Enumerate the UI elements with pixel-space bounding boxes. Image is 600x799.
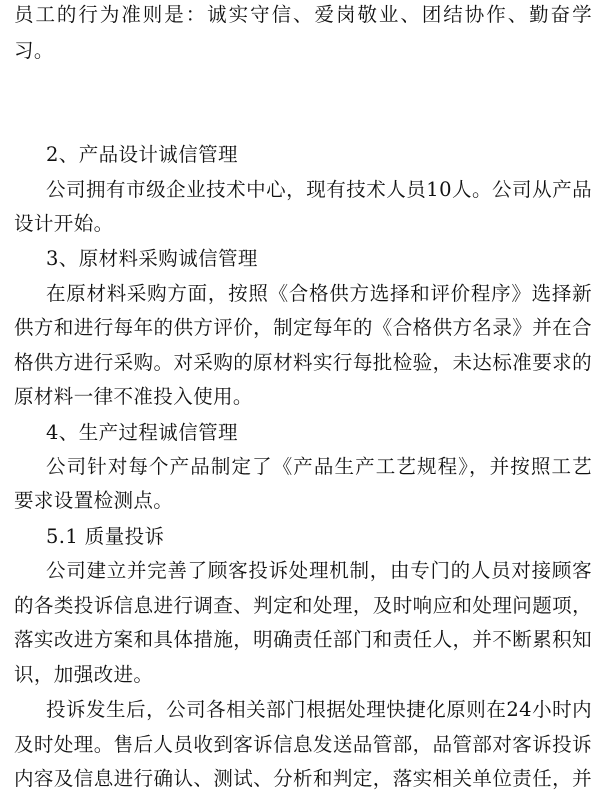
section-heading: 4、生产过程诚信管理 xyxy=(46,421,238,444)
text-line: 供方和进行每年的供方评价，制定每年的《合格供方名录》并在合 xyxy=(14,316,592,339)
text-line: 及时处理。售后人员收到客诉信息发送品管部，品管部对客诉投诉 xyxy=(14,733,592,756)
text-line: 识，加强改进。 xyxy=(14,663,154,686)
text-line: 公司拥有市级企业技术中心，现有技术人员10人。公司从产品 xyxy=(46,178,592,201)
text-line: 设计开始。 xyxy=(14,212,114,235)
text-line: 公司针对每个产品制定了《产品生产工艺规程》，并按照工艺 xyxy=(46,455,592,478)
section-heading: 3、原材料采购诚信管理 xyxy=(46,247,258,270)
text-line: 内容及信息进行确认、测试、分析和判定，落实相关单位责任，并 xyxy=(14,767,592,790)
text-line: 投诉发生后，公司各相关部门根据处理快捷化原则在24小时内 xyxy=(46,698,592,721)
text-line: 的各类投诉信息进行调查、判定和处理，及时响应和处理问题项， xyxy=(14,594,592,617)
text-line: 格供方进行采购。对采购的原材料实行每批检验，未达标准要求的 xyxy=(14,351,592,374)
section-heading: 5.1 质量投诉 xyxy=(46,525,165,548)
text-line: 要求设置检测点。 xyxy=(14,489,174,512)
text-line: 习。 xyxy=(14,39,54,62)
text-line: 公司建立并完善了顾客投诉处理机制，由专门的人员对接顾客 xyxy=(46,559,592,582)
text-line: 员工的行为准则是：诚实守信、爱岗敬业、团结协作、勤奋学 xyxy=(14,3,592,26)
text-line: 原材料一律不准投入使用。 xyxy=(14,385,253,408)
text-line: 落实改进方案和具体措施，明确责任部门和责任人，并不断累积知 xyxy=(14,628,592,651)
section-heading: 2、产品设计诚信管理 xyxy=(46,143,238,166)
text-line: 在原材料采购方面，按照《合格供方选择和评价程序》选择新 xyxy=(46,282,592,305)
